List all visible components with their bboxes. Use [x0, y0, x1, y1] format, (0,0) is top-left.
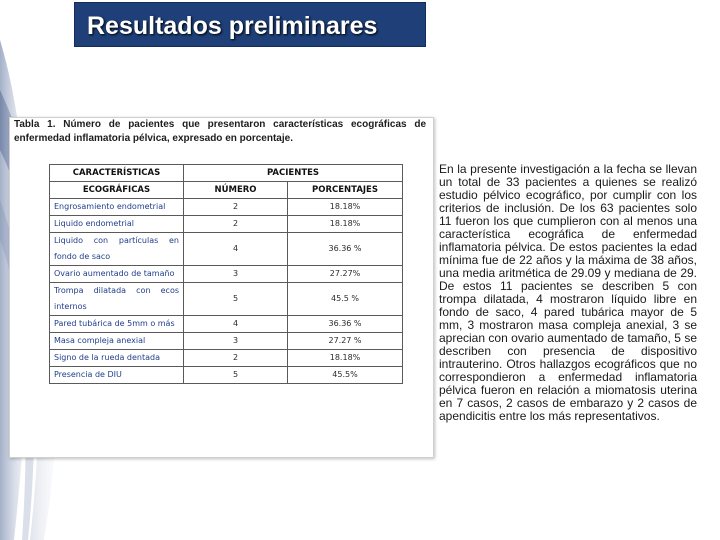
table-row [50, 333, 403, 350]
table-subheader-row [50, 182, 403, 199]
cell-porcentaje: 27.27% [288, 266, 403, 283]
cell-numero: 5 [184, 283, 288, 316]
table-row [50, 199, 403, 216]
cell-porcentaje: 45.5 % [288, 283, 403, 316]
cell-feature: Signo de la rueda dentada [50, 350, 184, 367]
cell-numero: 4 [184, 316, 288, 333]
cell-feature: Masa compleja anexial [50, 333, 184, 350]
cell-numero: 3 [184, 333, 288, 350]
cell-porcentaje: 18.18% [288, 350, 403, 367]
table-row [50, 266, 403, 283]
cell-porcentaje: 27.27 % [288, 333, 403, 350]
header-caracteristicas: CARACTERÍSTICAS [50, 165, 184, 182]
slide-title: Resultados preliminares [87, 12, 378, 40]
table-row [50, 216, 403, 233]
table-row [50, 367, 403, 384]
header-numero: NÚMERO [184, 182, 288, 199]
cell-numero: 5 [184, 367, 288, 384]
cell-feature: Ovario aumentado de tamaño [50, 266, 184, 283]
table-row [50, 233, 403, 266]
cell-porcentaje: 45.5% [288, 367, 403, 384]
ultrasound-findings-table [49, 164, 403, 384]
cell-feature: Presencia de DIU [50, 367, 184, 384]
cell-porcentaje: 18.18% [288, 199, 403, 216]
cell-feature: Liquido con partículas en fondo de saco [50, 233, 184, 266]
cell-feature: Pared tubárica de 5mm o más [50, 316, 184, 333]
cell-feature: Liquido endometrial [50, 216, 184, 233]
header-ecograficas: ECOGRÁFICAS [50, 182, 184, 199]
cell-numero: 2 [184, 216, 288, 233]
table-body [50, 165, 403, 384]
header-porcentajes: PORCENTAJES [288, 182, 403, 199]
cell-numero: 3 [184, 266, 288, 283]
table-row [50, 350, 403, 367]
table-header-row [50, 165, 403, 182]
table-row [50, 316, 403, 333]
header-pacientes: PACIENTES [184, 165, 403, 182]
cell-numero: 4 [184, 233, 288, 266]
cell-feature: Engrosamiento endometrial [50, 199, 184, 216]
table-row [50, 283, 403, 316]
cell-feature: Trompa dilatada con ecos internos [50, 283, 184, 316]
cell-porcentaje: 36.36 % [288, 233, 403, 266]
title-bar [74, 2, 426, 47]
table-caption: Tabla 1. Número de pacientes que presentaron características ecográficas de enfermedad inflamatoria pélvica, expresado en porcentaje. [14, 119, 426, 144]
cell-porcentaje: 36.36 % [288, 316, 403, 333]
cell-porcentaje: 18.18% [288, 216, 403, 233]
cell-numero: 2 [184, 199, 288, 216]
table-figure [9, 117, 434, 458]
results-paragraph: En la presente investigación a la fecha se llevan un total de 33 pacientes a quienes se realizó estudio pélvico ecográfico, por cumplir con los criterios de inclusión. De los 63 pacientes solo 11 fueron los que cumplieron con al menos una característica ecográfica de enfermedad inflamatoria pélvica. De estos pacientes la edad mínima fue de 22 años y la máxima de 38 años, una media aritmética de 29.09 y mediana de 29. De estos 11 pacientes se describen 5 con trompa dilatada, 4 mostraron líquido libre en fondo de saco, 4 pared tubárica mayor de 5 mm, 3 mostraron masa compleja anexial, 3 se aprecian con ovario aumentado de tamaño, 5 se describen con presencia de dispositivo intrauterino. Otros hallazgos ecográficos que no correspondieron a enfermedad inflamatoria pélvica fueron en relación a miomatosis uterina en 7 casos, 2 casos de embarazo y 2 casos de apendicitis entre los más representativos. [439, 162, 697, 423]
cell-numero: 2 [184, 350, 288, 367]
